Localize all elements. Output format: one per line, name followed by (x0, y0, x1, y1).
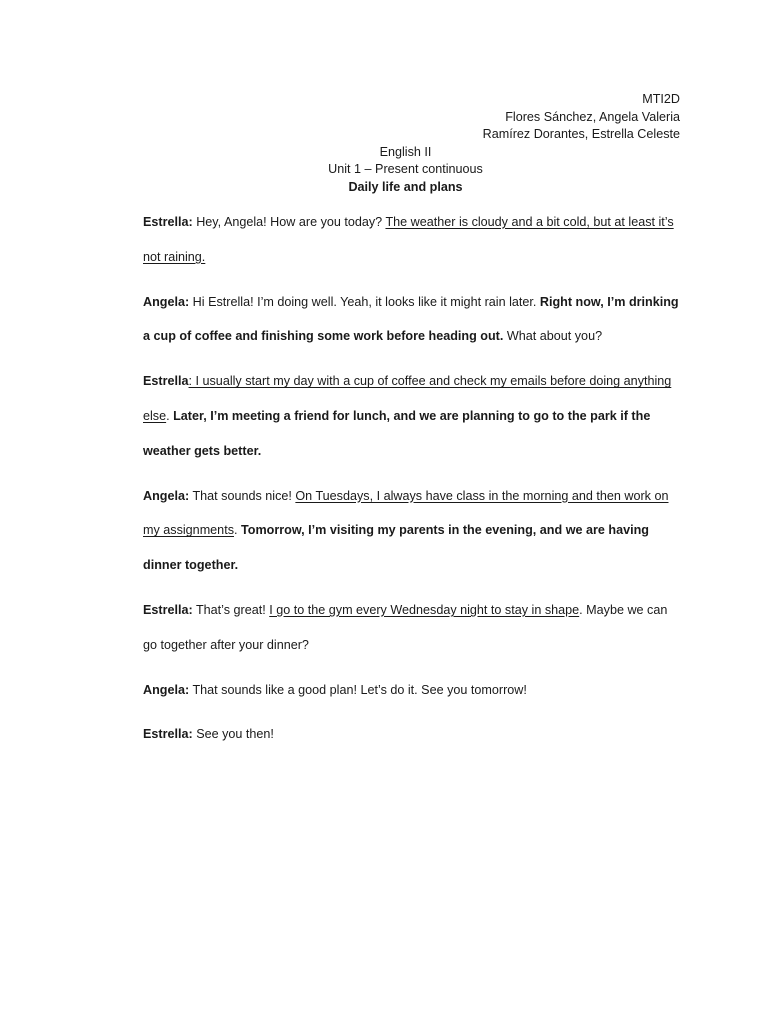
header-right (143, 91, 680, 144)
dialogue-text: Hi Estrella! I’m doing well. Yeah, it looks like it might rain later. (189, 294, 540, 309)
header-center (131, 144, 680, 197)
dialogue-text: That sounds nice! (189, 488, 296, 503)
speaker-name: Estrella: (143, 602, 193, 617)
dialogue-text: Hey, Angela! How are you today? (192, 215, 386, 229)
speaker-name: Angela: (143, 294, 190, 309)
document-page (143, 91, 680, 762)
speaker-name: Estrella: (143, 727, 193, 742)
speaker-name: Estrella (143, 374, 189, 389)
dialogue (143, 205, 680, 752)
dialogue-paragraph (143, 285, 680, 355)
author-2: Ramírez Dorantes, Estrella Celeste (482, 127, 680, 141)
class-code: MTI2D (642, 92, 680, 106)
speaker-name: Angela: (143, 488, 190, 503)
dialogue-paragraph (143, 364, 680, 468)
dialogue-text: . (234, 523, 241, 538)
dialogue-text: See you then! (192, 727, 274, 742)
underlined-text: I go to the gym every Wednesday night to stay in shape (269, 602, 580, 617)
course-name: English II (379, 144, 432, 159)
dialogue-text: That sounds like a good plan! Let’s do it. See you tomorrow! (189, 682, 527, 697)
dialogue-paragraph (143, 717, 680, 752)
dialogue-paragraph (143, 205, 680, 275)
dialogue-paragraph (143, 673, 680, 708)
speaker-name: Angela: (143, 682, 190, 697)
dialogue-text: . (166, 408, 174, 423)
bold-text: Right now, I’m drinking a cup of coffee and finishing some work before heading out. (143, 294, 679, 344)
unit-name: Unit 1 – Present continuous (328, 162, 483, 176)
dialogue-text: What about you? (503, 329, 603, 344)
underlined-text: The weather is cloudy and a bit cold, but at least it’s not raining. (143, 215, 674, 264)
speaker-name: Estrella: (143, 215, 193, 229)
dialogue-text: That’s great! (192, 602, 270, 617)
bold-text: Tomorrow, I’m visiting my parents in the evening, and we are having dinner together. (143, 523, 649, 573)
bold-text: Later, I’m meeting a friend for lunch, and we are planning to go to the park if the weather gets better. (143, 408, 651, 458)
dialogue-text: . Maybe we can go together after your dinner? (143, 602, 668, 652)
dialogue-paragraph (143, 593, 680, 663)
underlined-text: On Tuesdays, I always have class in the morning and then work on my assignments (143, 488, 669, 538)
document-title: Daily life and plans (348, 179, 463, 194)
underlined-text: : I usually start my day with a cup of coffee and check my emails before doing anything else (143, 374, 672, 423)
dialogue-paragraph (143, 479, 680, 583)
author-1: Flores Sánchez, Angela Valeria (505, 109, 680, 124)
